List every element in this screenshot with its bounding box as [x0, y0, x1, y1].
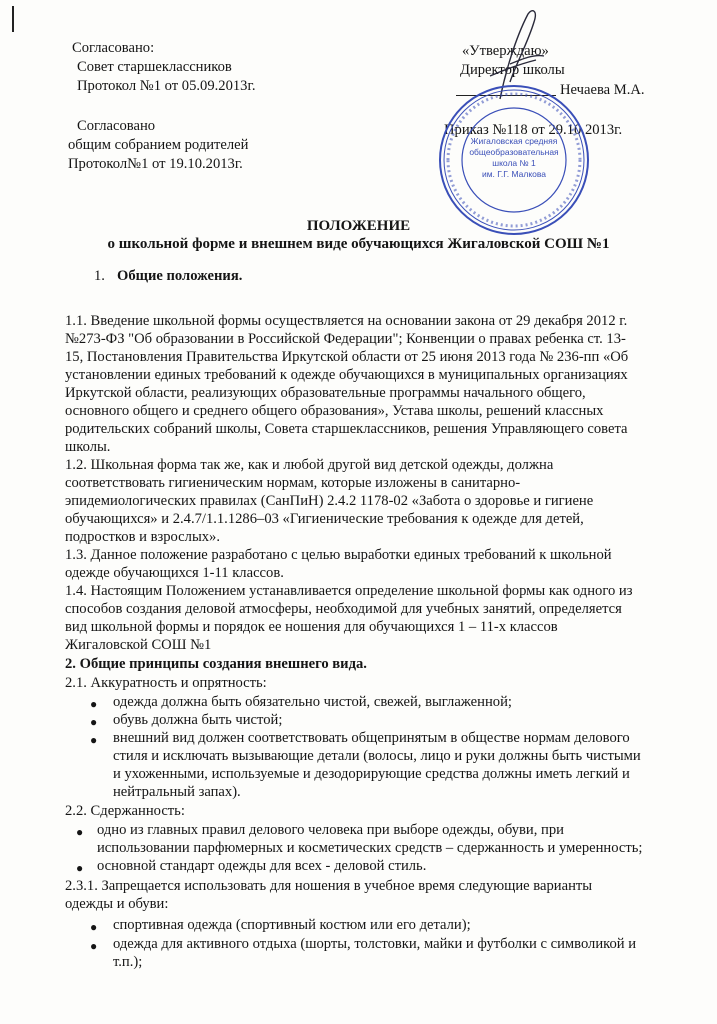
subsection-2-1-title: 2.1. Аккуратность и опрятность:	[65, 675, 267, 691]
bullet-icon: ●	[76, 861, 84, 875]
body-line: 1.2. Школьная форма так же, как и любой другой вид детской одежды, должна	[65, 457, 554, 473]
bullet-text: использовании парфюмерных и косметических средств – сдержанность и умеренность;	[97, 840, 643, 856]
scan-edge-mark	[12, 6, 14, 32]
student-council-name: Совет старшеклассников	[77, 59, 232, 75]
subsection-2-2-title: 2.2. Сдержанность:	[65, 803, 185, 819]
school-stamp-seal	[434, 80, 594, 240]
bullet-icon: ●	[90, 939, 98, 953]
stamp-line-1: Жигаловская средняя	[470, 136, 558, 146]
document-subtitle: о школьной форме и внешнем виде обучающихся Жигаловской СОШ №1	[107, 236, 610, 252]
body-line: обучающихся» и 2.4.7/1.1.1286–03 «Гигиенические требования к одежде для детей,	[65, 511, 584, 527]
body-line: вид школьной формы и порядок ее ношения для обучающихся 1 – 11-х классов	[65, 619, 558, 635]
bullet-text: обувь должна быть чистой;	[113, 712, 283, 728]
subsection-2-3-1-line: 2.3.1. Запрещается использовать для ношения в учебное время следующие варианты	[65, 878, 593, 894]
bullet-text: одно из главных правил делового человека при выборе одежды, обуви, при	[97, 822, 564, 838]
bullet-icon: ●	[90, 920, 98, 934]
bullet-text: внешний вид должен соответствовать общепринятым в обществе нормам делового	[113, 730, 630, 746]
stamp-line-2: общеобразовательная	[469, 147, 559, 157]
body-line: 1.4. Настоящим Положением устанавливается определение школьной формы как одного из	[65, 583, 633, 599]
stamp-line-3: школа № 1	[492, 158, 536, 168]
bullet-icon: ●	[90, 733, 98, 747]
bullet-text: одежда должна быть обязательно чистой, свежей, выглаженной;	[113, 694, 512, 710]
body-line: основного общего и среднего общего образования», Устава школы, решений классных	[65, 403, 604, 419]
parents-protocol: Протокол№1 от 19.10.2013г.	[68, 156, 243, 172]
director-label: Директор школы	[460, 62, 565, 78]
bullet-text: т.п.);	[113, 954, 143, 970]
approved-parents-label: Согласовано	[77, 118, 156, 134]
document-title: ПОЛОЖЕНИЕ	[306, 218, 411, 234]
approved-student-council-label: Согласовано:	[72, 40, 155, 56]
subsection-2-3-1-line: одежды и обуви:	[65, 896, 169, 912]
director-name: Нечаева М.А.	[560, 82, 645, 98]
bullet-icon: ●	[76, 825, 84, 839]
body-line: 1.3. Данное положение разработано с целью выработки единых требований к школьной	[65, 547, 612, 563]
approve-label: «Утверждаю»	[462, 43, 549, 59]
bullet-text: и ухоженными, используемые и дезодорирующие средства должны иметь легкий и	[113, 766, 630, 782]
body-line: соответствовать гигиеническим нормам, которые изложены в санитарно-	[65, 475, 521, 491]
section-2-title: 2. Общие принципы создания внешнего вида.	[65, 656, 367, 672]
bullet-text: стиля и исключать вызывающие детали (волосы, лицо и руки должны быть чистыми	[113, 748, 641, 764]
bullet-text: основной стандарт одежды для всех - деловой стиль.	[97, 858, 427, 874]
bullet-icon: ●	[90, 697, 98, 711]
body-line: №273-ФЗ "Об образовании в Российской Федерации"; Конвенции о правах ребенка ст. 13-	[65, 331, 626, 347]
bullet-icon: ●	[90, 715, 98, 729]
body-line: одежде обучающихся 1-11 классов.	[65, 565, 284, 581]
section-1-title: Общие положения.	[117, 268, 243, 284]
bullet-text: нейтральный запах).	[113, 784, 241, 800]
bullet-text: одежда для активного отдыха (шорты, толстовки, майки и футболки с символикой и	[113, 936, 637, 952]
body-line: установлении единых требований к одежде обучающихся в муниципальных организациях	[65, 367, 628, 383]
body-line: родительских собраний школы, Совета старшеклассников, решения Управляющего совета	[65, 421, 628, 437]
body-line: подростков и взрослых».	[65, 529, 220, 545]
parents-meeting-name: общим собранием родителей	[68, 137, 249, 153]
stamp-line-4: им. Г.Г. Малкова	[481, 169, 547, 179]
body-line: Иркутской области, реализующих образовательные программы начального общего,	[65, 385, 586, 401]
section-1-number: 1.	[94, 268, 105, 284]
body-line: 15, Постановления Правительства Иркутской области от 25 июня 2013 года № 236-пп «Об	[65, 349, 629, 365]
order-number: Приказ №118 от 29.10.2013г.	[444, 122, 623, 138]
body-line: 1.1. Введение школьной формы осуществляется на основании закона от 29 декабря 2012 г.	[65, 313, 628, 329]
student-council-protocol: Протокол №1 от 05.09.2013г.	[77, 78, 256, 94]
body-line: способов создания деловой атмосферы, необходимой для учебных занятий, определяется	[65, 601, 622, 617]
body-line: школы.	[65, 439, 111, 455]
body-line: Жигаловской СОШ №1	[65, 637, 212, 653]
body-line: эпидемиологических правилах (СанПиН) 2.4.2 1178-02 «Забота о здоровье и гигиене	[65, 493, 594, 509]
bullet-text: спортивная одежда (спортивный костюм или его детали);	[113, 917, 471, 933]
